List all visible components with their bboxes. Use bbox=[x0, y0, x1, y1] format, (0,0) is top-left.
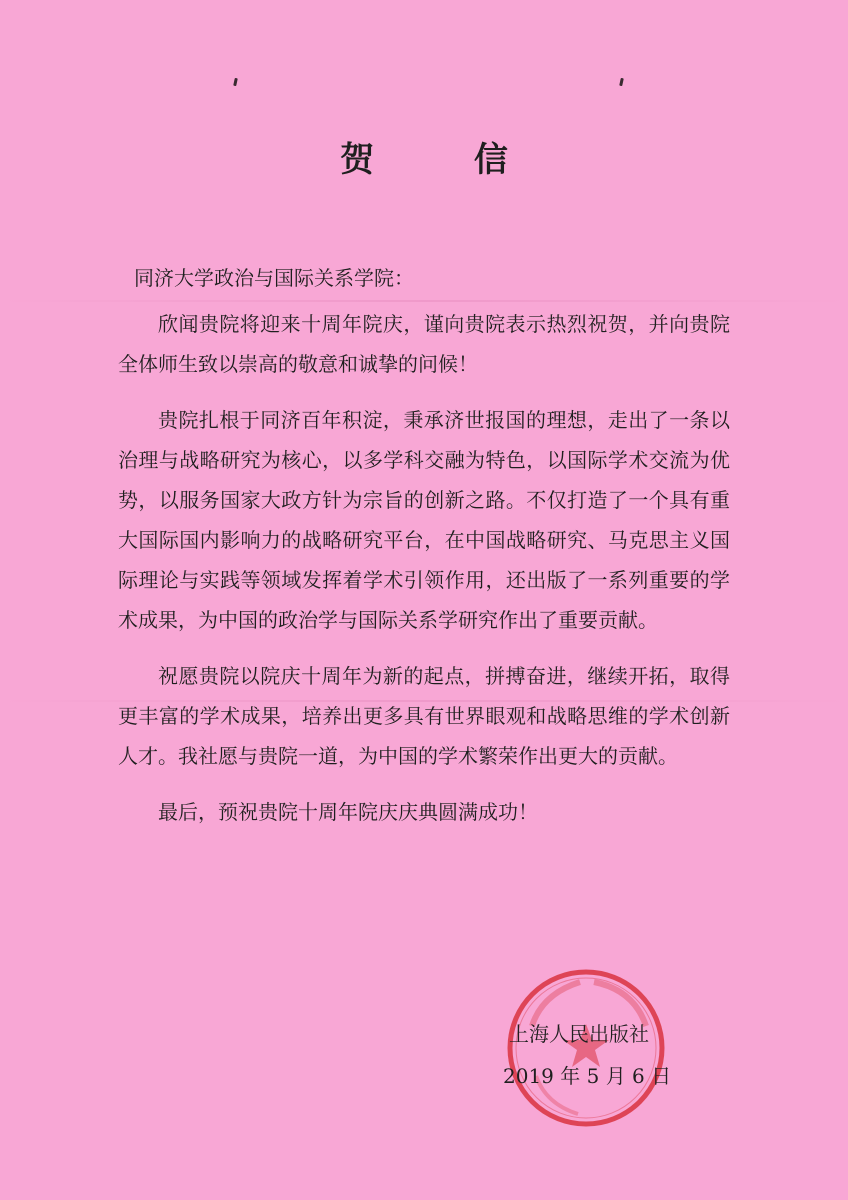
letter-salutation: 同济大学政治与国际关系学院： bbox=[134, 266, 414, 290]
letter-date: 2019 年 5 月 6 日 bbox=[503, 1064, 672, 1088]
official-seal-stamp bbox=[502, 964, 670, 1132]
paper-fold-line bbox=[0, 300, 848, 302]
letter-paragraph: 欣闻贵院将迎来十周年院庆，谨向贵院表示热烈祝贺，并向贵院全体师生致以崇高的敬意和诚挚的问候！ bbox=[118, 312, 730, 376]
signer-name: 上海人民出版社 bbox=[509, 1022, 649, 1046]
paper-speck bbox=[619, 78, 624, 86]
letter-paragraph: 贵院扎根于同济百年积淀，秉承济世报国的理想，走出了一条以治理与战略研究为核心，以多学科交融为特色，以国际学术交流为优势，以服务国家大政方针为宗旨的创新之路。不仅打造了一个具有重大国际国内影响力的战略研究平台，在中国战略研究、马克思主义国际理论与实践等领域发挥着学术引领作用，还出版了一系列重要的学术成果，为中国的政治学与国际关系学研究作出了重要贡献。 bbox=[118, 408, 730, 632]
paper-speck bbox=[233, 78, 238, 86]
letter-title: 贺 信 bbox=[340, 140, 552, 180]
letter-body bbox=[118, 304, 730, 832]
letter-paragraph: 最后，预祝贵院十周年院庆庆典圆满成功！ bbox=[158, 800, 538, 824]
letter-paragraph: 祝愿贵院以院庆十周年为新的起点，拼搏奋进，继续开拓，取得更丰富的学术成果，培养出更多具有世界眼观和战略思维的学术创新人才。我社愿与贵院一道，为中国的学术繁荣作出更大的贡献。 bbox=[118, 664, 730, 768]
